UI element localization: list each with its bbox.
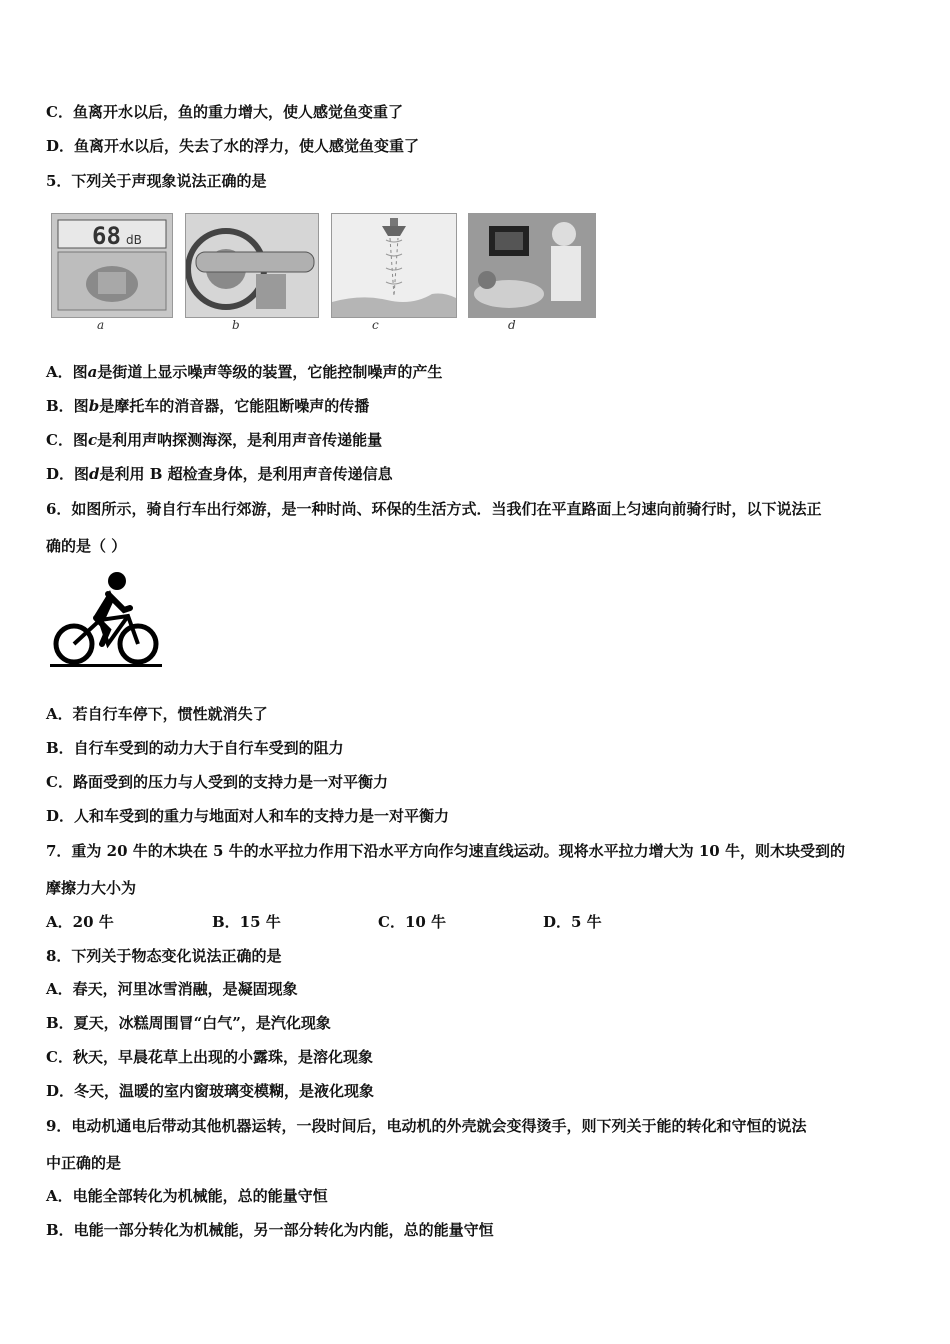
- q6-option-b: B．自行车受到的动力大于自行车受到的阻力: [46, 739, 344, 757]
- q4-option-d: D．鱼离开水以后，失去了水的浮力，使人感觉鱼变重了: [46, 137, 420, 155]
- q5-option-d: D．图d是利用 B 超检查身体，是利用声音传递信息: [46, 465, 393, 483]
- q5-option-b: B．图b是摩托车的消音器，它能阻断噪声的传播: [46, 397, 370, 415]
- ultrasound-image: [469, 214, 595, 317]
- figure-c-label: c: [372, 318, 379, 332]
- q8-option-d: D．冬天，温暖的室内窗玻璃变模糊，是液化现象: [46, 1082, 375, 1100]
- q6-stem-line1: 6．如图所示，骑自行车出行郊游，是一种时尚、环保的生活方式．当我们在平直路面上匀速向前骑行时，以下说法正: [46, 500, 822, 518]
- meter-reading: 68: [92, 222, 121, 250]
- q5-option-c: C．图c是利用声呐探测海深，是利用声音传递能量: [46, 431, 383, 449]
- sonar-image: [332, 214, 456, 317]
- q5-option-a: A．图a是街道上显示噪声等级的装置，它能控制噪声的产生: [46, 363, 443, 381]
- figure-c-sonar: [331, 213, 457, 318]
- figure-b-motorcycle-muffler: [185, 213, 319, 318]
- figure-a-noise-meter: [51, 213, 173, 318]
- figure-a-label: a: [97, 318, 105, 332]
- cyclist-figure: [50, 570, 162, 668]
- figure-d-label: d: [508, 318, 516, 332]
- q8-option-b: B．夏天，冰糕周围冒“白气”，是汽化现象: [46, 1014, 331, 1032]
- q9-option-a: A．电能全部转化为机械能，总的能量守恒: [46, 1187, 328, 1205]
- q7-option-d: D．5 牛: [543, 913, 602, 931]
- q6-stem-line2: 确的是（ ）: [46, 537, 127, 555]
- q4-option-c: C．鱼离开水以后，鱼的重力增大，使人感觉鱼变重了: [46, 103, 403, 121]
- q7-option-c: C．10 牛: [378, 913, 447, 931]
- q9-option-b: B．电能一部分转化为机械能，另一部分转化为内能，总的能量守恒: [46, 1221, 494, 1239]
- q8-option-a: A．春天，河里冰雪消融，是凝固现象: [46, 980, 298, 998]
- q7-stem-line2: 摩擦力大小为: [46, 879, 137, 897]
- q7-stem-line1: 7．重为 20 牛的木块在 5 牛的水平拉力作用下沿水平方向作匀速直线运动。现将水平拉力增大为 10 牛，则木块受到的: [46, 842, 845, 860]
- figure-d-ultrasound: [468, 213, 596, 318]
- q6-option-d: D．人和车受到的重力与地面对人和车的支持力是一对平衡力: [46, 807, 450, 825]
- figure-b-label: b: [232, 318, 240, 332]
- q8-option-c: C．秋天，早晨花草上出现的小露珠，是溶化现象: [46, 1048, 373, 1066]
- q9-stem-line2: 中正确的是: [46, 1154, 122, 1172]
- noise-meter-image: [52, 214, 172, 317]
- q8-stem: 8．下列关于物态变化说法正确的是: [46, 947, 282, 965]
- muffler-image: [186, 214, 318, 317]
- q6-option-c: C．路面受到的压力与人受到的支持力是一对平衡力: [46, 773, 388, 791]
- q7-option-b: B．15 牛: [212, 913, 281, 931]
- q7-option-a: A．20 牛: [46, 913, 114, 931]
- q6-option-a: A．若自行车停下，惯性就消失了: [46, 705, 268, 723]
- meter-unit: dB: [126, 233, 142, 247]
- q5-stem: 5．下列关于声现象说法正确的是: [46, 172, 267, 190]
- q9-stem-line1: 9．电动机通电后带动其他机器运转，一段时间后，电动机的外壳就会变得烫手，则下列关于能的转化和守恒的说法: [46, 1117, 807, 1135]
